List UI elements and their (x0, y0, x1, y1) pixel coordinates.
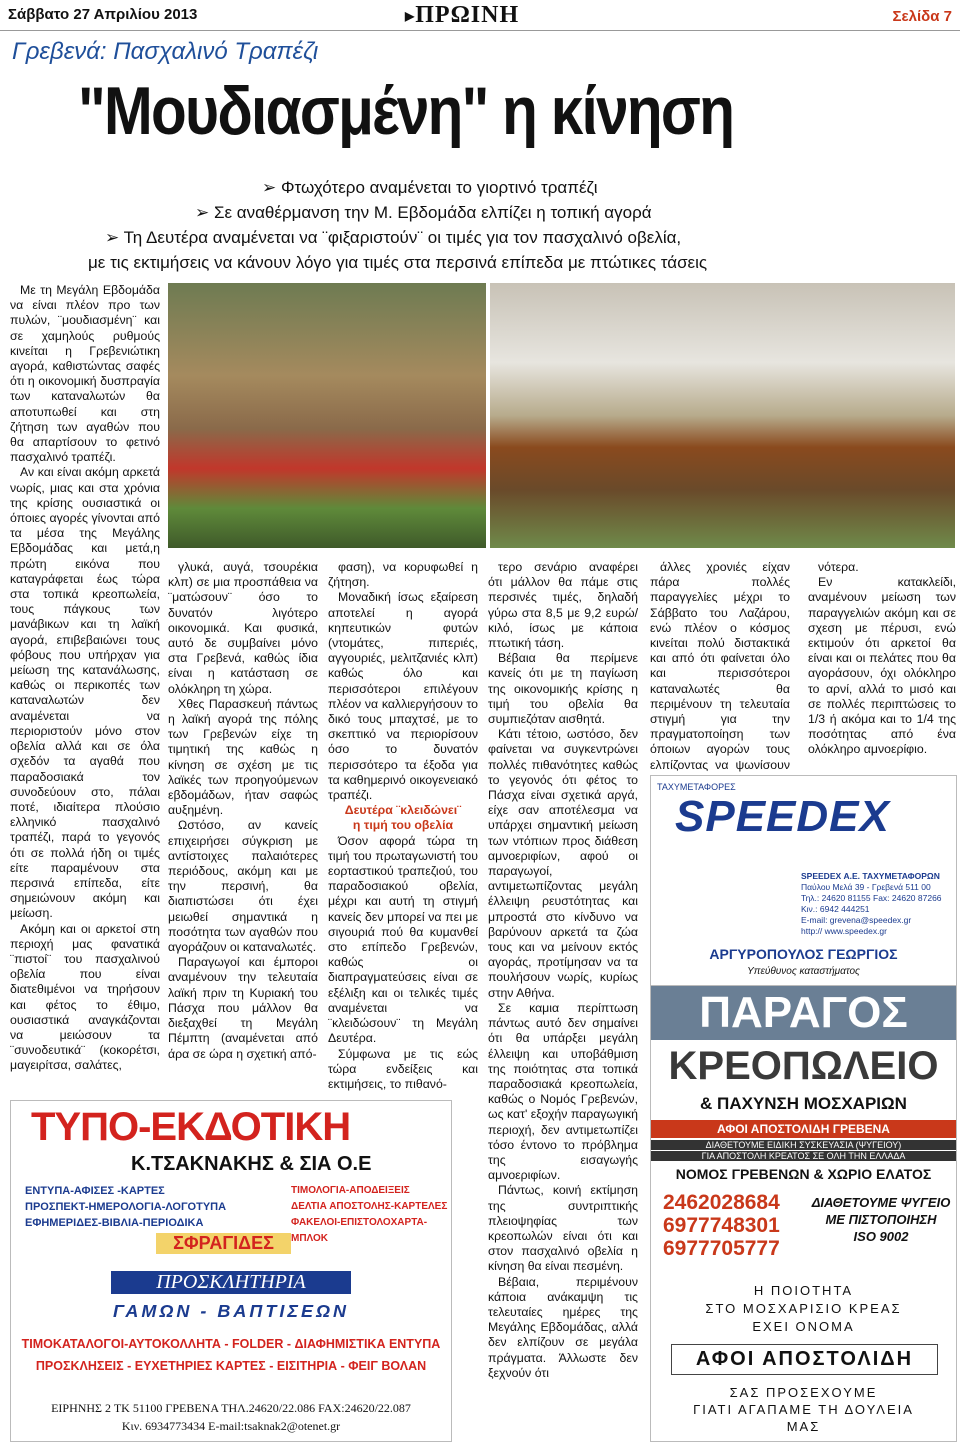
ad-products: ΠΡΟΣΚΛΗΣΕΙΣ - ΕΥΧΕΤΗΡΙΕΣ ΚΑΡΤΕΣ - ΕΙΣΙΤΗΡΙΑ - ΦΕΙΓ ΒΟΛΑΝ (35, 1359, 427, 1373)
article-column-2 (168, 560, 318, 1062)
paragraph: Βέβαια θα περίμενε κανείς ότι με τη παγίωση της οικονομικής κρίσης η τιμή του οβελία θα συμπιεζόταν αισθητά. (488, 651, 638, 727)
ad-events: ΓΑΜΩΝ - ΒΑΠΤΙΣΕΩΝ (112, 1301, 350, 1321)
subheading: η τιμή του οβελία (352, 818, 454, 833)
header-divider (0, 30, 960, 31)
phone-number: 6977705777 (663, 1237, 780, 1260)
section-title: Γρεβενά: Πασχαλινό Τραπέζι (12, 38, 319, 65)
ad-note: ΔΙΑΘΕΤΟΥΜΕ ΕΙΔΙΚΗ ΣΥΣΚΕΥΑΣΙΑ (ΨΥΓΕΙΟΥ) (651, 1140, 956, 1150)
ad-title: ΚΡΕΟΠΩΛΕΙΟ (668, 1044, 939, 1088)
printing-ad (10, 1100, 452, 1442)
paragraph: Όσον αφορά τώρα τη τιμή του πρωταγωνιστή του εορταστικού τραπεζιού, του παραδοσιακού οβελία, μέχρι και αυτή τη στιγμή κανείς δεν μπορεί να πει με σιγουριά πού θα κυμανθεί στο επίπεδο Γρεβενών, καθώς οι διαπραγματεύσεις είναι σε εξέλιξη και οι τελικές τιμές αναμένεται να ¨κλειδώσουν¨ τη Μεγάλη Δευτέρα. (328, 833, 478, 1046)
paragraph: τερο σενάριο αναφέρει ότι μάλλον θα πάμε στις περσινές τιμές, δηλαδή γύρω στα 8,5 με 9,2 ευρώ/ κιλό, ίσως με κάποια πτωτική τάση. (488, 560, 638, 651)
ad-brand: ΠΑΡΑΓΟΣ (651, 986, 956, 1040)
paragraph: Αν και είναι ακόμη αρκετά νωρίς, μιας και στα χρόνια της κρίσης ουσιαστικά οι όποιες αγορές γίνονται από τα μέσα της Μεγάλης Εβδομάδας και μετά,η πρώτη εικόνα που καταγράφεται έως τώρα στα τοπικά κρεοπωλεία, τους πάγκους των μανάβικων και τη λαϊκή αγορά, επιβεβαιώνει τους φόβους που υπήρχαν για μείωση της κατανάλωσης, καθώς οι περικοπές των καταναλωτών δεν αναμένεται να περιοριστούν μόνο στον οβελία αλλά και σε όλα σχεδόν τα αγαθά που παραδοσιακά τον συνοδεύουν στο, πάλαι ποτέ, ιδιαίτερα πλούσιο ελληνικό πασχαλινό τραπέζι, παρά το γεγονός ότι σε πολλά ήδη οι τιμές είτε παραμένουν στα περσινά επίπεδα, είτε σημειώνουν ακόμη και μείωση. (10, 465, 160, 921)
ad-contact: SPEEDEX Α.Ε. ΤΑΧΥΜΕΤΑΦΟΡΩΝ Παύλου Μελά 39 - Γρεβενά 511 00 Τηλ.: 24620 81155 Fax: 24620 87266 Κιν.: 6942 444251 E-mail: grevena@speedex.gr http:// www.speedex.gr (801, 871, 942, 936)
paragraph: Σύμφωνα με τις εώς τώρα ενδείξεις και εκτιμήσεις, το πιθανό- (328, 1046, 478, 1091)
paragraph: Κάτι τέτοιο, ωστόσο, δεν φαίνεται να συγκεντρώνει πολλές πιθανότητες καθώς το γεγονός ότι φέτος το Πάσχα είναι σχετικά αργά, είχε σαν αποτέλεσμα να υπάρχει σημαντική μείωση των ντόπιων προς διάθεση αμνοεριφίων, αφού οι παραγωγοί, αντιμετωπίζοντας μεγάλη έλλειψη ρευστότητας και μπροστά στο κίνδυνο να βαρύνουν αρκετά τα ζώα τους και να μείνουν εκτός αγοράς, προτίμησαν να τα πουλήσουν νωρίς, κυρίως στην Αθήνα. (488, 727, 638, 1000)
speedex-ad (650, 775, 957, 987)
ad-region: ΝΟΜΟΣ ΓΡΕΒΕΝΩΝ & ΧΩΡΙΟ ΕΛΑΤΟΣ (675, 1166, 932, 1182)
ad-subtitle: Κ.ΤΣΑΚΝΑΚΗΣ & ΣΙΑ Ο.Ε (131, 1153, 372, 1175)
ad-quality: Η ΠΟΙΟΤΗΤΑ ΣΤΟ ΜΟΣΧΑΡΙΣΙΟ ΚΡΕΑΣ ΕΧΕΙ ΟΝΟΜΑ (705, 1283, 902, 1334)
ad-company: ΑΦΟΙ ΑΠΟΣΤΟΛΙΔΗ ΓΡΕΒΕΝΑ (651, 1120, 956, 1138)
paragraph: Μοναδική ίσως εξαίρεση αποτελεί η αγορά κηπευτικών φυτών (ντομάτες, πιπεριές, αγγουριές, μελιτζανιές κλπ) καθώς όλο και περισσότεροι επιλέγουν πλέον να καλλιεργήσουν το δικό τους μπαχτσέ, με το σκεπτικό να περιορίσουν όσο το δυνατόν περισσότερο τα έξοδα για τα καθημερινό οικογενειακό τραπέζι. (328, 590, 478, 803)
ad-services-right: ΤΙΜΟΛΟΓΙΑ-ΑΠΟΔΕΙΞΕΙΣ ΔΕΛΤΙΑ ΑΠΟΣΤΟΛΗΣ-ΚΑΡΤΕΛΕΣ ΦΑΚΕΛΟΙ-ΕΠΙΣΤΟΛΟΧΑΡΤΑ-ΜΠΛΟΚ (291, 1185, 448, 1244)
issue-date: Σάββατο 27 Απριλίου 2013 (8, 6, 198, 23)
phone-number: 2462028684 (663, 1191, 780, 1214)
phone-number: 6977748301 (663, 1214, 780, 1237)
ad-person: ΑΡΓΥΡΟΠΟΥΛΟΣ ΓΕΩΡΓΙΟΣ (709, 946, 898, 962)
subhead-2: ➢ Σε αναθέρμανση την Μ. Εβδομάδα ελπίζει η τοπική αγορά (195, 203, 652, 222)
paragraph: Εν κατακλείδι, αναμένουν μείωση των παραγγελιών ακόμη και σε σχεση με πέρυσι, ενώ εκτιμούν ότι αρκετοί θα είναι και οι πελάτες που θα αγοράσουν, όχι ολόκληρο το αρνί, αλλά το μισό και σε πολλές περιπτώσεις το 1/3 ή ακόμα και το 1/4 της ποσότητας από ένα ολόκληρο αμνοερίφιο. (808, 575, 956, 757)
butcher-ad (650, 985, 957, 1442)
market-photo (168, 283, 486, 548)
ad-title: ΤΥΠΟ-ΕΚΔΟΤΙΚΗ (31, 1105, 351, 1149)
ad-certification: ΔΙΑΘΕΤΟΥΜΕ ΨΥΓΕΙΟ ΜΕ ΠΙΣΤΟΠΟΙΗΣΗ ISO 9002 (811, 1195, 951, 1244)
ad-topline: ΤΑΧΥΜΕΤΑΦΟΡΕΣ (657, 782, 736, 792)
paragraph: Παραγωγοί και έμποροι αναμένουν την τελευταία λαϊκή πριν τη Κυριακή του Πάσχα που μάλλον θα διεξαχθεί τη Μεγάλη Πέμπτη (αναμένεται από άρα σε ώρα η σχετική από- (168, 955, 318, 1061)
paragraph: άλλες χρονιές είχαν πάρα πολλές παραγγελίες μέχρι το Σάββατο του Λαζάρου, ενώ πλέον ο κόσμος κινείται πολύ διστακτικά και από ότι φαίνεται όλο και περισσότεροι καταναλωτές θα περιμένουν τη τελευταία στιγμή για την πραγματοποίηση των όποιων αγορών τους ελπίζοντας να ψωνίσουν (650, 560, 790, 772)
spit-lamb-photo (490, 283, 955, 548)
paragraph: φαση), να κορυφωθεί η ζήτηση. (328, 560, 478, 590)
article-column-6 (808, 560, 956, 758)
paragraph: Πάντως, κοινή εκτίμηση της συντριπτικής πλειοψηφίας των κρεοπωλών είναι ότι και στον πασχαλινό οβελία η κίνηση θα είναι πεσμένη. (488, 1183, 638, 1274)
subhead-4: με τις εκτιμήσεις να κάνουν λόγο για τιμές στα περσινά επίπεδα με πτώτικες τάσεις (88, 253, 708, 272)
subheading: Δευτέρα ¨κλειδώνει¨ (344, 803, 462, 818)
ad-products: ΤΙΜΟΚΑΤΑΛΟΓΟΙ-ΑΥΤΟΚΟΛΛΗΤΑ - FOLDER - ΔΙΑΦΗΜΙΣΤΙΚΑ ΕΝΤΥΠΑ (21, 1337, 441, 1351)
paragraph: Σε καμια περίπτωση πάντως αυτό δεν σημαίνει ότι θα υπάρξει μεγάλη έλλειψη και υποβάθμιση της ποιότητας στα τοπικά παραδοσιακά κρεοπωλεία, καθώς ο Νομός Γρεβενών, ως κατ' εξοχήν παραγωγική περιοχή, δεν αντιμετωπίζει τόσο έντονο το πρόβλημα της εισαγωγής αμνοεριφίων. (488, 1000, 638, 1183)
ad-subtitle: & ΠΑΧΥΝΣΗ ΜΟΣΧΑΡΙΩΝ (700, 1094, 907, 1113)
paragraph: Βέβαια, περιμένουν κάποια ανάκαμψη τις τελευταίες ημέρες της Μεγάλης Εβδομάδας, αλλά δεν ελπίζουν σε μεγάλα πράγματα. Άλλωστε δεν ξεχνούν ότι (488, 1274, 638, 1380)
headline: "Μουδιασμένη" η κίνηση (78, 73, 734, 149)
ad-contact: Κιν. 6934773434 E-mail:tsaknak2@otenet.gr (121, 1419, 341, 1433)
ad-role: Υπεύθυνος καταστήματος (747, 966, 860, 977)
ad-note: ΓΙΑ ΑΠΟΣΤΟΛΗ ΚΡΕΑΤΟΣ ΣΕ ΟΛΗ ΤΗΝ ΕΛΛΑΔΑ (651, 1151, 956, 1161)
play-icon: ▶ (405, 8, 416, 23)
paragraph: Ωστόσο, αν κανείς επιχειρήσει σύγκριση με αντίστοιχες παλαιότερες περιόδους, ακόμη και με την περσινή, θα διαπιστώσει ότι έχει μειωθεί σημαντικά η ποσότητα των αγαθών που αγοράζουν οι καταναλωτές. (168, 818, 318, 955)
paragraph: Ακόμη και οι αρκετοί στη περιοχή μας φανατικά ¨πιστοί¨ του πασχαλινού οβελία που είναι διατεθιμένοι να τηρήσουν και φέτος το έθιμο, ουσιαστικά αναγκάζονται να μειώσουν τα ¨συνοδευτικά¨ (κοκορέτσι, μαγειρίτσα, σαλάτες, (10, 921, 160, 1073)
page-number: Σελίδα 7 (892, 8, 952, 25)
ad-invitations: ΠΡΟΣΚΛΗΤΗΡΙΑ (111, 1271, 351, 1294)
paragraph: Με τη Μεγάλη Εβδομάδα να είναι πλέον προ των πυλών, ¨μουδιασμένη¨ και σε χαμηλούς ρυθμούς κινείται η Γρεβενιώτικη αγορά, καθιστώντας σαφές ότι η οικονομική δυσπραγία των καταναλωτών θα αποτυπωθεί και στη ζήτηση των αγαθών που θα απαρτίσουν το φετινό πασχαλινό τραπέζι. (10, 283, 160, 465)
article-column-5 (650, 560, 790, 788)
article-column-1 (10, 283, 160, 1074)
paragraph: Χθες Παρασκευή πάντως η λαϊκή αγορά της πόλης των Γρεβενών είχε τη τιμητική της καθώς η κίνηση σε σχέση με τις λαϊκές των προηγούμενων εβδομάδων, ήταν σαφώς αυξημένη. (168, 696, 318, 818)
speedex-logo: SPEEDEX (675, 792, 890, 841)
article-column-3 (328, 560, 478, 1092)
subhead-1: ➢ Φτωχότερο αναμένεται το γιορτινό τραπέζι (262, 178, 598, 197)
subhead-3: ➢ Τη Δευτέρα αναμένεται να ¨φιξαριστούν¨ οι τιμές για τον πασχαλινό οβελία, (105, 228, 682, 247)
ad-slogan: ΣΑΣ ΠΡΟΣΕΧΟΥΜΕ ΓΙΑΤΙ ΑΓΑΠΑΜΕ ΤΗ ΔΟΥΛΕΙΑ ΜΑΣ (693, 1385, 914, 1434)
ad-name: ΑΦΟΙ ΑΠΟΣΤΟΛΙΔΗ (671, 1344, 938, 1375)
ad-phones (663, 1191, 780, 1260)
paragraph: γλυκά, αυγά, τσουρέκια κλπ) σε μια προσπάθεια να ¨ματώσουν¨ όσο το δυνατόν λιγότερο οικονομικά. Και φυσικά, αυτό δε συμβαίνει μόνο στα Γρεβενά, καθώς ίδια είναι η κατάσταση σε ολόκληρη τη χώρα. (168, 560, 318, 696)
ad-services-left: ΕΝΤΥΠΑ-ΑΦΙΣΕΣ -ΚΑΡΤΕΣ ΠΡΟΣΠΕΚΤ-ΗΜΕΡΟΛΟΓΙΑ-ΛΟΓΟΤΥΠΑ ΕΦΗΜΕΡΙΔΕΣ-ΒΙΒΛΙΑ-ΠΕΡΙΟΔΙΚΑ (25, 1185, 227, 1229)
paragraph: νότερα. (818, 560, 859, 574)
newspaper-logo: ▶ΠΡΩΙΝΗ (405, 2, 520, 28)
ad-address: ΕΙΡΗΝΗΣ 2 ΤΚ 51100 ΓΡΕΒΕΝΑ ΤΗΛ.24620/22.086 FAX:24620/22.087 (51, 1401, 411, 1415)
article-column-4 (488, 560, 638, 1381)
ad-stamps: ΣΦΡΑΓΙΔΕΣ (156, 1233, 291, 1254)
